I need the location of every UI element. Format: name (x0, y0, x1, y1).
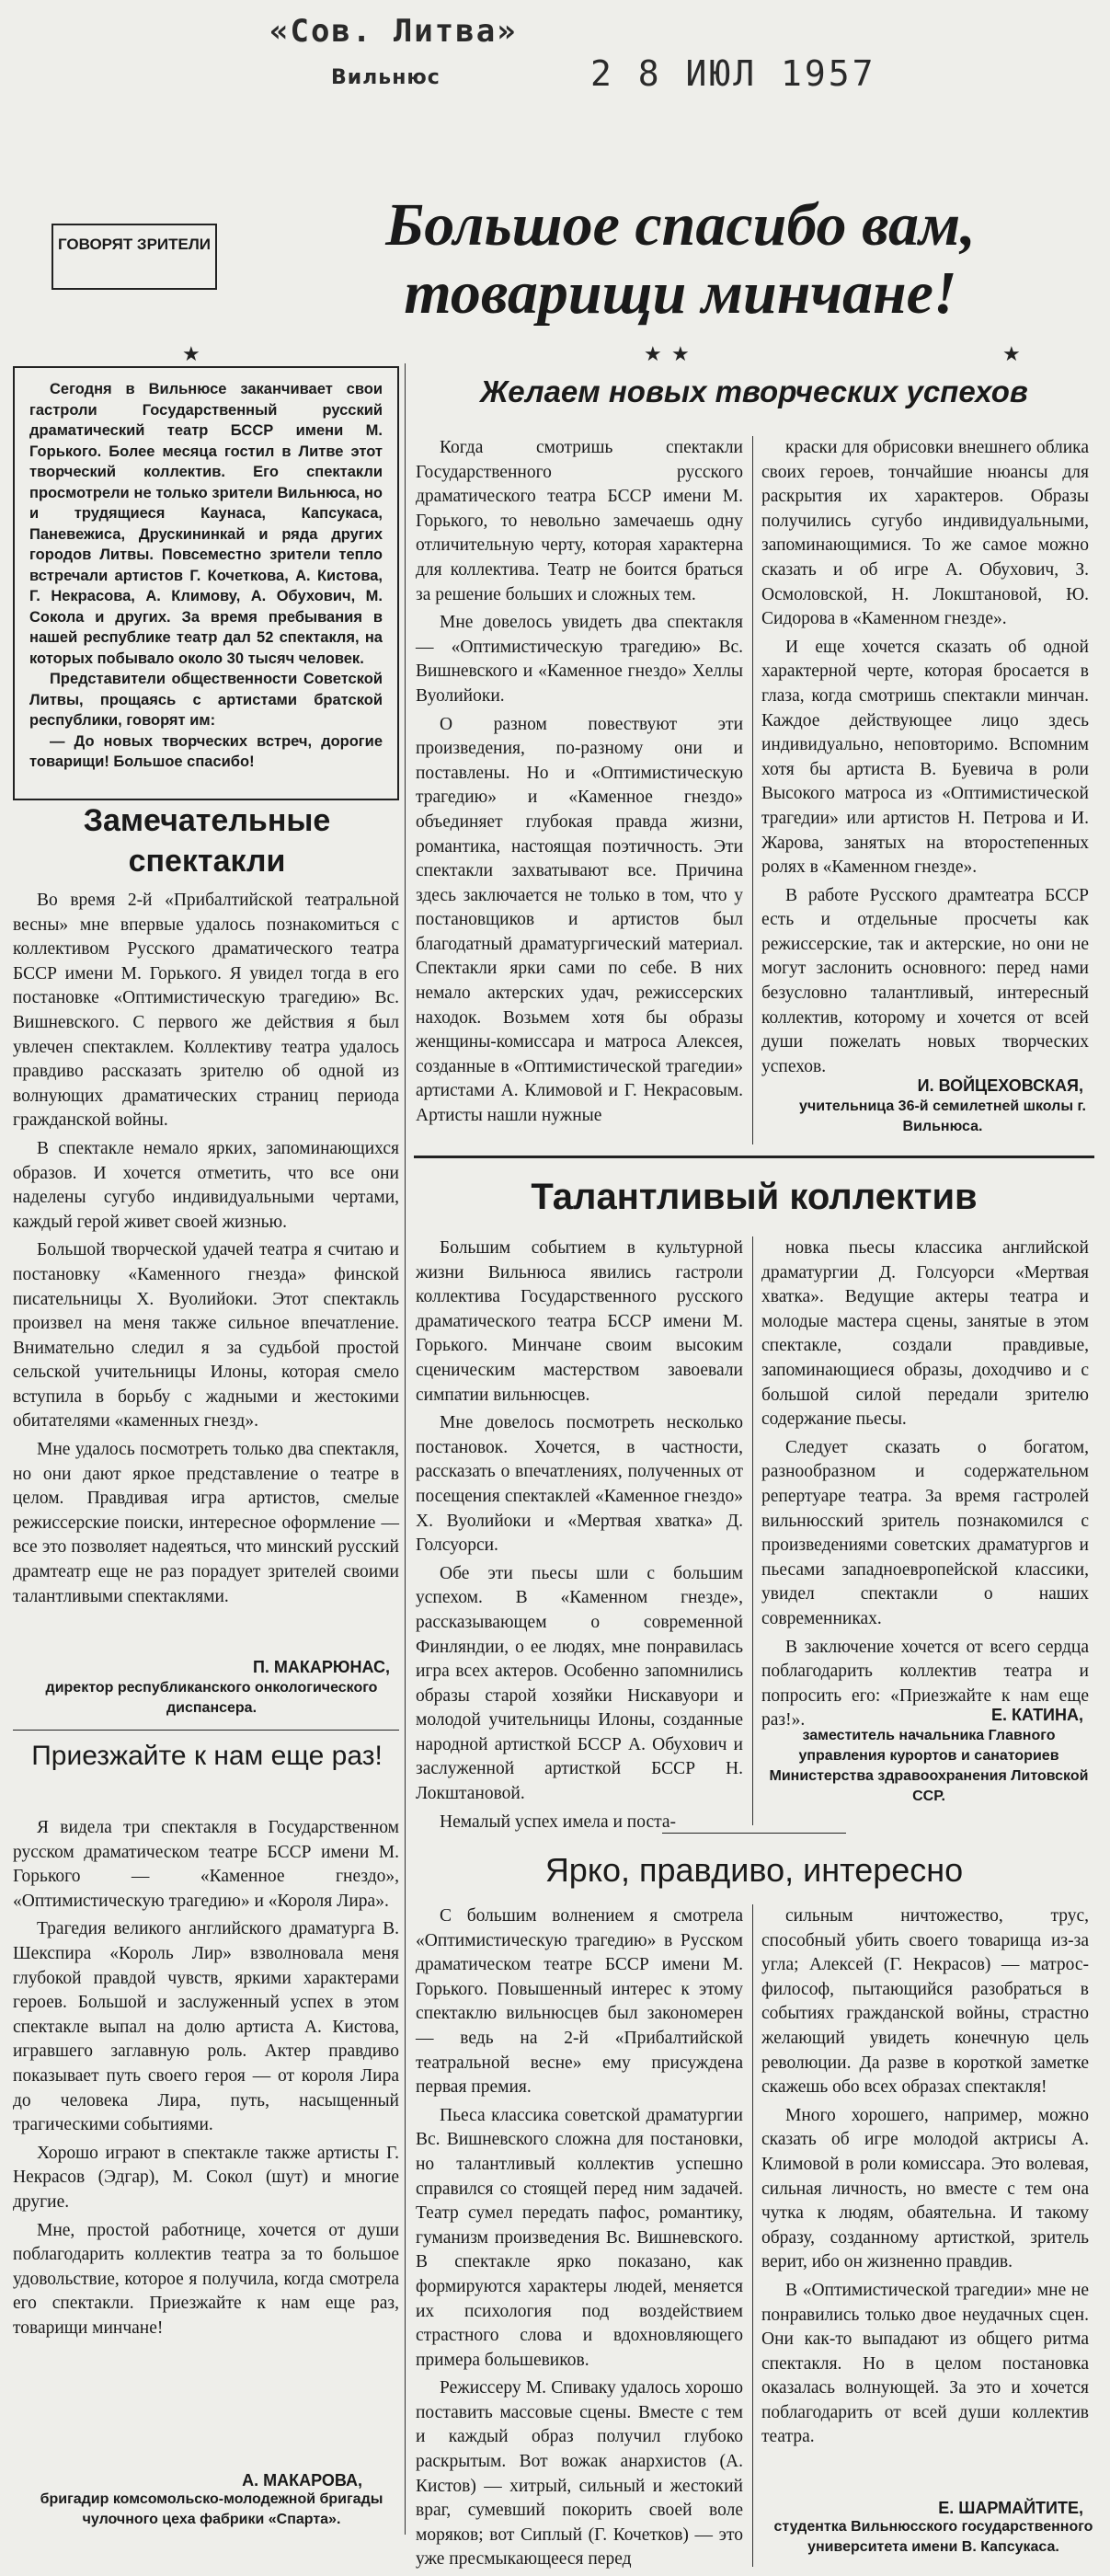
article-paragraph: В спектакле немало ярких, запоминающихся образов. И хочется отметить, что все они наделены сугубо индивидуальными чертами, каждый герой живет своей жизнью. (13, 1138, 399, 1232)
article-paragraph: Следует сказать о богатом, разнообразном и содержательном репертуаре театра. За время гастролей вильнюсский зритель познакомился с произведениями советских драматургов и пьесами западноевропейской классики, увидел спектакли о наших современниках. (761, 1437, 1089, 1628)
column-divider (752, 436, 753, 1144)
article-column-right (761, 1236, 1089, 1733)
column-divider (752, 1904, 753, 2567)
intro-paragraph: Сегодня в Вильнюсе заканчивает свои гастроли Государственный русский драматический театр БССР имени М. Горького. Более месяца гостил в Литве этот творческий коллектив. Его спектакли просмотрели не только зрители Вильнюса, но и трудящиеся Каунаса, Капсукаса, Паневежиса, Друскининкай и ряда других городов Литвы. Повсеместно зрители тепло встречали артистов Г. Кочеткова, А. Кистова, Г. Некрасова, А. Климову, А. Обухович, М. Сокола и других. За время пребывания в нашей республике театр дал 52 спектакля, на которых побывало около 30 тысяч человек. (29, 381, 383, 667)
author-name: Е. ШАРМАЙТИТЕ, (938, 2499, 1083, 2517)
author-title: заместитель начальника Главного управления курортов и санаториев Министерства здравоохранения Литовской ССР. (769, 1728, 1089, 1804)
star-icon: ★ (671, 342, 690, 365)
intro-paragraph: Представители общественности Советской Литвы, прощаясь с артистами братской республики, говорят им: (29, 671, 383, 729)
star-icon: ★ (1002, 342, 1021, 365)
article-paragraph: Мне довелось увидеть два спектакля — «Оптимистическую трагедию» Вс. Вишневского и «Каменное гнездо» Хеллы Вуолийоки. (416, 613, 743, 706)
article-column-left (416, 1904, 743, 2572)
article-body (13, 889, 399, 1609)
section-tag: ГОВОРЯТ ЗРИТЕЛИ (51, 224, 217, 290)
article-paragraph: Трагедия великого английского драматурга В. Шекспира «Король Лир» взволновала меня глубокой правдой чувств, яркими характерами героев. Большой и заслуженный успех в этом спектакле выпал на долю артиста А. Кистова, игравшего заглавную роль. Актер правдиво показывает путь своего героя — от короля Лира до человека Лира, путь, насыщенный трагическими событиями. (13, 1919, 399, 2135)
article-paragraph: Немалый успех имела и поста- (440, 1811, 677, 1832)
article-title: Желаем новых творческих успехов (480, 374, 1028, 408)
author-title: студентка Вильнюсского государственного университета имени В. Капсукаса. (773, 2519, 1093, 2555)
column-divider (752, 1236, 753, 1825)
author-title: директор республиканского онкологического диспансера. (45, 1680, 378, 1716)
section-divider (414, 1156, 1094, 1158)
article-paragraph: Мне, простой работнице, хочется от души поблагодарить коллектив театра за то большое удовольствие, которое я получила, когда смотрела его спектакли. Приезжайте к нам еще раз, товарищи минчане! (13, 2220, 399, 2338)
article-column-left (416, 1236, 743, 1834)
article-paragraph: Много хорошего, например, можно сказать об игре молодой актрисы А. Климовой в роли комиссара. Это волевая, сильная личность, но вместе с тем она чутка к людям, обаятельна. И такому образу, созданному артисткой, зритель верит, ибо он жизненно правдив. (761, 2105, 1089, 2272)
article-paragraph: новка пьесы классика английской драматургии Д. Голсуорси «Мертвая хватка». Ведущие актеры театра и молодые мастера сцены, занятые в этом спектакле, создали правдивые, запоминающиеся образы, доходчиво и с большой силой передали зрителю содержание пьесы. (761, 1238, 1089, 1430)
section-divider (662, 1833, 846, 1834)
article-paragraph: Я видела три спектакля в Государственном русском драматическом театре БССР имени М. Горького — «Каменное гнездо», «Оптимистическую трагедию» и «Короля Лира». (13, 1818, 399, 1911)
intro-paragraph: — До новых творческих встреч, дорогие товарищи! Большое спасибо! (29, 732, 383, 770)
article-paragraph: С большим волнением я смотрела «Оптимистическую трагедию» в Русском драматическом театре БССР имени М. Горького. Повышенный интерес к этому спектаклю вильнюсцев был закономерен — ведь на 2-й «Прибалтийской театральной весне» ему присуждена первая премия. (416, 1906, 743, 2098)
article-paragraph: В «Оптимистической трагедии» мне не понравились только двое неудачных сцен. Они как-то выпадают из общего ритма спектакля. Но в целом постановка оказалась волнующей. За это и хочется поблагодарить от всей души коллектив театра. (761, 2280, 1089, 2447)
article-title: Приезжайте к нам еще раз! (31, 1741, 383, 1771)
article-title: Талантливый коллектив (531, 1177, 978, 1217)
article-paragraph: Пьеса классика советской драматургии Вс. Вишневского сложна для постановки, но талантливый коллектив успешно справился со стоящей перед ним задачей. Театр сумел передать пафос, романтику, гуманизм произведения Вс. Вишневского. В спектакле ярко показано, как формируются характеры людей, меняется их психология под воздействием страстного слова и вдохновляющего примера большевиков. (416, 2105, 743, 2370)
article-paragraph: краски для обрисовки внешнего облика своих героев, тончайшие нюансы для раскрытия их характеров. Образы получились сугубо индивидуальными, запоминающимися. То же самое можно сказать и об игре А. Обухович, З. Осмоловской, Н. Локштановой, Ю. Сидорова в «Каменном гнезде». (761, 438, 1089, 629)
article-paragraph: Хорошо играют в спектакле также артисты Г. Некрасов (Эдгар), М. Сокол (шут) и многие другие. (13, 2143, 399, 2212)
date-stamp: 2 8 ИЮЛ 1957 (590, 53, 876, 94)
article-paragraph: Большим событием в культурной жизни Вильнюса явились гастроли коллектива Государственного русского драматического театра БССР имени М. Горького. Минчане своим высоким сценическим мастерством завоевали симпатии вильнюсцев. (416, 1238, 743, 1405)
author-name: И. ВОЙЦЕХОВСКАЯ, (917, 1076, 1083, 1095)
article-paragraph: Режиссеру М. Спиваку удалось хорошо поставить массовые сцены. Вместе с тем и каждый образ получил глубоко раскрытым. Вот вожак анархистов (А. Кистов) — хитрый, сильный и жестокий враг, сумевший покорить своей воле моряков; вот Сиплый (Г. Кочетков) — это уже пресмыкающееся перед (416, 2378, 743, 2570)
article-paragraph: В заключение хочется от всего сердца поблагодарить коллектив театра и попросить его: «Приезжайте к нам еще раз!». (761, 1637, 1089, 1731)
intro-box (13, 366, 399, 800)
author-title: бригадир комсомольско-молодежной бригады чулочного цеха фабрики «Спарта». (40, 2491, 383, 2527)
article-paragraph: сильным ничтожество, трус, способный убить своего товарища из-за угла; Алексей (Г. Некрасов) — матрос-философ, пытающийся разобраться в событиях гражданской войны, страстно желающий увидеть конечную цель революции. Да разве в короткой заметке скажешь обо всех образах спектакля! (761, 1906, 1089, 2098)
article-title: Ярко, правдиво, интересно (544, 1851, 964, 1889)
article-paragraph: Мне удалось посмотреть только два спектакля, но они дают яркое представление о театре в целом. Правдивая игра артистов, смелые режиссерские поиски, интересное оформление — все это позволяет надеяться, что минский русский драмтеатр еще не раз порадует зрителей своими талантливыми спектаклями. (13, 1440, 399, 1606)
article-paragraph: Во время 2-й «Прибалтийской театральной весны» мне впервые удалось познакомиться с коллективом Русского драматического театра БССР имени М. Горького. Я увидел тогда в его постановке «Оптимистическую трагедию» Вс. Вишневского. С первого же действия я был увлечен спектаклем. Коллективу театра удалось правдиво рассказать зрителю об одной из волнующих драматических страниц периода гражданской войны. (13, 891, 399, 1131)
page-headline: Большое спасибо вам, товарищи минчане! (385, 191, 976, 327)
section-divider (13, 1730, 399, 1731)
article-paragraph: Мне довелось посмотреть несколько постановок. Хочется, в частности, рассказать о впечатлениях, полученных от посещения спектаклей «Каменное гнездо» Х. Вуолийоки и «Мертвая хватка» Д. Голсуорси. (416, 1413, 743, 1556)
article-column-right (761, 1904, 1089, 2450)
star-icon: ★ (644, 342, 662, 365)
article-paragraph: И еще хочется сказать об одной характерной черте, которая бросается в глаза, когда смотришь спектакли минчан. Каждое действующее лицо здесь индивидуально, неповторимо. Вспомним хотя бы артиста В. Буевича в роли Высокого матроса из «Оптимистической трагедии» или артистов Н. Петрова и И. Жарова, занятых на второстепенных ролях в «Каменном гнезде». (761, 637, 1089, 878)
article-paragraph: Когда смотришь спектакли Государственного русского драматического театра БССР имени М. Горького, то невольно замечаешь одну отличительную черту, которая характерна для коллектива. Театр не боится браться за решение больших и сложных тем. (416, 438, 743, 604)
column-divider (405, 363, 406, 2535)
article-paragraph: Большой творческой удачей театра я считаю и постановку «Каменного гнезда» финской писательницы Х. Вуолийоки. Этот спектакль произвел на меня также сильное впечатление. Внимательно следил я за судьбой простой сельской учительницы Илоны, которая смело вступила в борьбу с жадными и жестокими обитателями «каменных гнезд». (13, 1240, 399, 1432)
newspaper-stamp: «Сов. Литва» (269, 13, 518, 50)
article-column-left (416, 436, 743, 1129)
article-column-right (761, 436, 1089, 1079)
article-paragraph: Обе эти пьесы шли с большим успехом. В «Каменном гнезде», рассказывающем о современной Финляндии, о ее людях, мне понравилась игра всех актеров. Особенно запомнились образы старой хозяйки Нискавуори и молодой учительницы Илоны, созданные народной артисткой БССР А. Обухович и заслуженной артисткой БССР Н. Локштановой. (416, 1563, 743, 1804)
author-name: А. МАКАРОВА, (242, 2471, 362, 2490)
article-title: Замечательные спектакли (83, 803, 331, 879)
author-title: учительница 36-й семилетней школы г. Вильнюса. (799, 1098, 1086, 1134)
article-paragraph: О разном повествуют эти произведения, по-разному они и поставлены. Но и «Оптимистическую трагедию» и «Каменное гнездо» объединяет глубокая правда жизни, романтика, настоящая поэтичность. Эти спектакли захватывают все. Причина здесь заключается не только в том, что у постановщиков и артистов был благодатный драматургический материал. Спектакли ярки сами по себе. В них немало актерских удач, режиссерских находок. Возьмем хотя бы образы женщины-комиссара и матроса Алексея, созданные в «Оптимистической трагедии» артистами А. Климовой и Г. Некрасовым. Артисты нашли нужные (416, 714, 743, 1126)
star-icon: ★ (182, 342, 200, 365)
city-stamp: Вильнюс (331, 66, 441, 89)
author-name: П. МАКАРЮНАС, (252, 1658, 390, 1676)
article-paragraph: В работе Русского драмтеатра БССР есть и отдельные просчеты как режиссерские, так и актерские, но они не могут заслонить основного: перед нами безусловно талантливый, интересный коллектив, которому и хочется от всей души пожелать новых творческих успехов. (761, 885, 1089, 1076)
article-body (13, 1816, 399, 2340)
author-name: Е. КАТИНА, (990, 1706, 1083, 1724)
